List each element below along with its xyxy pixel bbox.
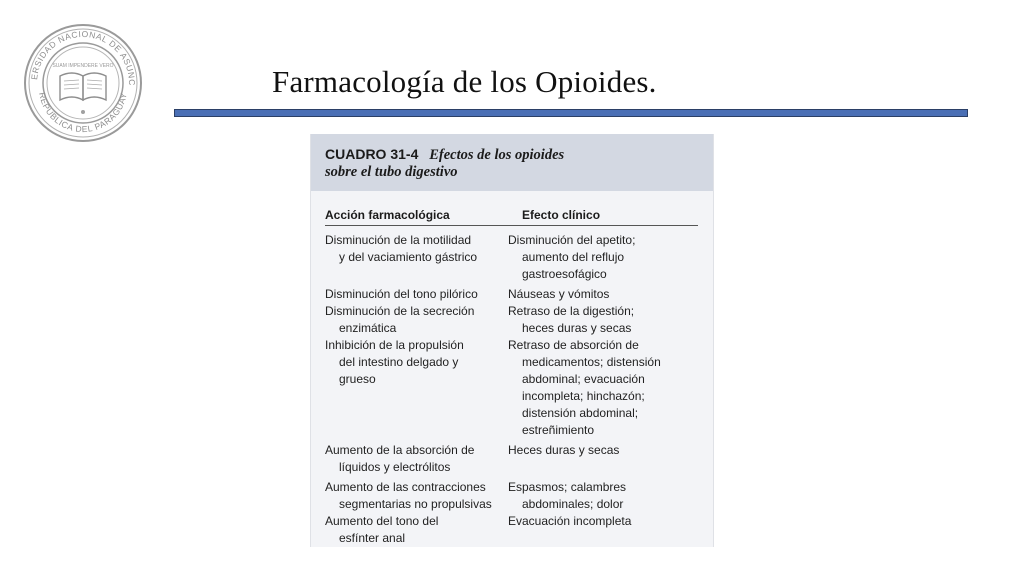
cell-line: incompleta; hinchazón; [522,389,645,403]
svg-text:SUAM IMPENDERE VERO: SUAM IMPENDERE VERO [52,63,114,69]
cell-pharmacological-action [311,337,508,439]
cell-pharmacological-action [311,442,508,476]
cell-line: Disminución de la secreción [325,304,475,318]
table-label: CUADRO 31-4 [325,146,419,162]
title-underline-bar [174,109,968,117]
cell-line: líquidos y electrólitos [339,460,451,474]
cell-clinical-effect [508,513,698,547]
table-body [311,232,713,547]
svg-text:REPUBLICA DEL PARAGUAY: REPUBLICA DEL PARAGUAY [37,91,129,135]
cell-line: gastroesofágico [522,267,607,281]
cell-line: Espasmos; calambres [508,480,627,494]
cell-clinical-effect [508,442,698,476]
table-caption [311,134,713,191]
cell-pharmacological-action [311,232,508,283]
cell-line: Retraso de la digestión; [508,304,635,318]
cell-line: del intestino delgado y [339,355,459,369]
cell-line: Aumento del tono del [325,514,439,528]
university-seal-logo [22,22,144,144]
table-row [311,303,713,337]
cell-line: aumento del reflujo [522,250,625,264]
table-row [311,232,713,283]
header-divider [325,225,698,226]
cell-line: Náuseas y vómitos [508,287,610,301]
cell-line: esfínter anal [339,531,406,545]
cell-pharmacological-action [311,479,508,513]
cell-clinical-effect [508,232,698,283]
cell-line: grueso [339,372,376,386]
table-row [311,513,713,547]
column-header-action: Acción farmacológica [325,208,450,222]
cell-line: medicamentos; distensión [522,355,661,369]
cell-line: abdominales; dolor [522,497,624,511]
table-row [311,337,713,439]
table-caption-line2: sobre el tubo digestivo [325,164,458,180]
cell-line: Aumento de las contracciones [325,480,486,494]
column-header-effect: Efecto clínico [522,208,601,222]
cell-line: distensión abdominal; [522,406,639,420]
cell-line: Disminución del apetito; [508,233,636,247]
cell-line: Heces duras y secas [508,443,620,457]
cell-line: Disminución del tono pilórico [325,287,478,301]
cell-line: abdominal; evacuación [522,372,645,386]
cell-line: heces duras y secas [522,321,632,335]
cell-line: enzimática [339,321,397,335]
cell-line: Aumento de la absorción de [325,443,475,457]
table-row [311,479,713,513]
cell-line: Disminución de la motilidad [325,233,472,247]
cell-line: segmentarias no propulsivas [339,497,492,511]
cell-line: Retraso de absorción de [508,338,639,352]
table-caption-line1: Efectos de los opioides [429,147,565,163]
cell-pharmacological-action [311,513,508,547]
cell-line: Inhibición de la propulsión [325,338,464,352]
cell-line: Evacuación incompleta [508,514,632,528]
cell-pharmacological-action [311,286,508,303]
slide-title: Farmacología de los Opioides. [272,64,657,99]
cell-clinical-effect [508,337,698,439]
table-row [311,286,713,303]
opioid-gi-effects-table [310,134,714,547]
cell-clinical-effect [508,286,698,303]
table-row [311,442,713,476]
svg-text:UNIVERSIDAD NACIONAL DE ASUNCI: ERSIDAD NACIONAL DE ASUNC [29,28,138,86]
cell-pharmacological-action [311,303,508,337]
cell-clinical-effect [508,303,698,337]
cell-clinical-effect [508,479,698,513]
cell-line: y del vaciamiento gástrico [339,250,478,264]
cell-line: estreñimiento [522,423,595,437]
